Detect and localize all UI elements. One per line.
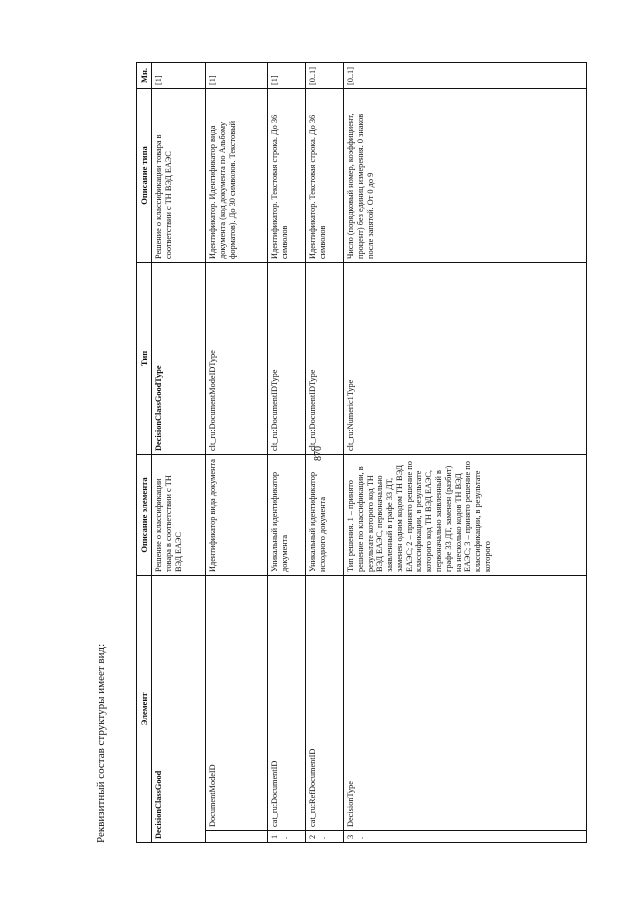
type-description-cell: Число (порядковый номер, коэффициент, процент) без единиц измерения. 0 знаков после запятой. От 0 до 9: [344, 89, 587, 263]
row-number-cell: 3.: [344, 831, 587, 843]
type-description-cell: Решение о классификации товара в соответствии с ТН ВЭД ЕАЭС: [152, 89, 206, 263]
type-cell: clt_ru:DocumentModeIDType: [206, 263, 268, 455]
row-number-cell: 2.: [306, 831, 344, 843]
element-description-cell: Решение о классификации товара в соответствии с ТН ВЭД ЕАЭС: [152, 455, 206, 576]
intro-text: Реквизитный состав структуры имеет вид:: [95, 643, 107, 843]
header-type-description: Описание типа: [137, 89, 152, 263]
table-row: [152, 63, 206, 843]
header-multiplicity: Мн.: [137, 63, 152, 89]
element-cell: cat_ru:DocumentID: [268, 576, 306, 831]
header-type: Тип: [137, 263, 152, 455]
element-description-cell: Уникальный идентификатор исходного документа: [306, 455, 344, 576]
multiplicity-cell: [0..1]: [344, 63, 587, 89]
element-cell: DecisionClassGood: [152, 576, 206, 843]
type-description-cell: Идентификатор. Текстовая строка. До 36 символов: [306, 89, 344, 263]
rotated-content: [95, 63, 587, 843]
multiplicity-cell: [1]: [152, 63, 206, 89]
header-element: Элемент: [137, 576, 152, 843]
element-cell: DecisionType: [344, 576, 587, 831]
indent-cell: [206, 831, 268, 843]
multiplicity-cell: [0..1]: [306, 63, 344, 89]
table-row: [268, 63, 306, 843]
element-description-cell: Уникальный идентификатор документа: [268, 455, 306, 576]
type-cell: clt_ru:DocumentIDType: [268, 263, 306, 455]
type-description-cell: Идентификатор. Текстовая строка. До 36 символов: [268, 89, 306, 263]
type-cell: clt_ru:DocumentIDType: [306, 263, 344, 455]
element-cell: DocumentModeID: [206, 576, 268, 831]
table-row: [206, 63, 268, 843]
structure-table: [136, 62, 587, 843]
element-cell: cat_ru:RefDocumentID: [306, 576, 344, 831]
multiplicity-cell: [1]: [206, 63, 268, 89]
type-description-cell: Идентификатор. Идентификатор вида документа (код документа по Альбому форматов). До 30 символов. Текстовый: [206, 89, 268, 263]
page-number: 870: [313, 446, 324, 461]
element-description-cell: Идентификатор вида документа: [206, 455, 268, 576]
type-cell: clt_ru:Numeric1Type: [344, 263, 587, 455]
table-row: [306, 63, 344, 843]
type-cell: DecisionClassGoodType: [152, 263, 206, 455]
table-header-row: [137, 63, 152, 843]
row-number-cell: 1.: [268, 831, 306, 843]
header-element-description: Описание элемента: [137, 455, 152, 576]
multiplicity-cell: [1]: [268, 63, 306, 89]
table-row: [344, 63, 587, 843]
element-description-cell: Тип решения. 1 – принято решение по классификации, в результате которого код ТН ВЭД ЕАЭС, первоначально заявленный в графе 33 ДТ, заменен одним кодом ТН ВЭД ЕАЭС; 2 – принято решение по классификации, в результате которого код ТН ВЭД ЕАЭС, первоначально заявленный в графе 33 ДТ, заменен (разбит) на несколько кодов ТН ВЭД ЕАЭС; 3 – принято решение по классификации, в результате которого: [344, 455, 587, 576]
